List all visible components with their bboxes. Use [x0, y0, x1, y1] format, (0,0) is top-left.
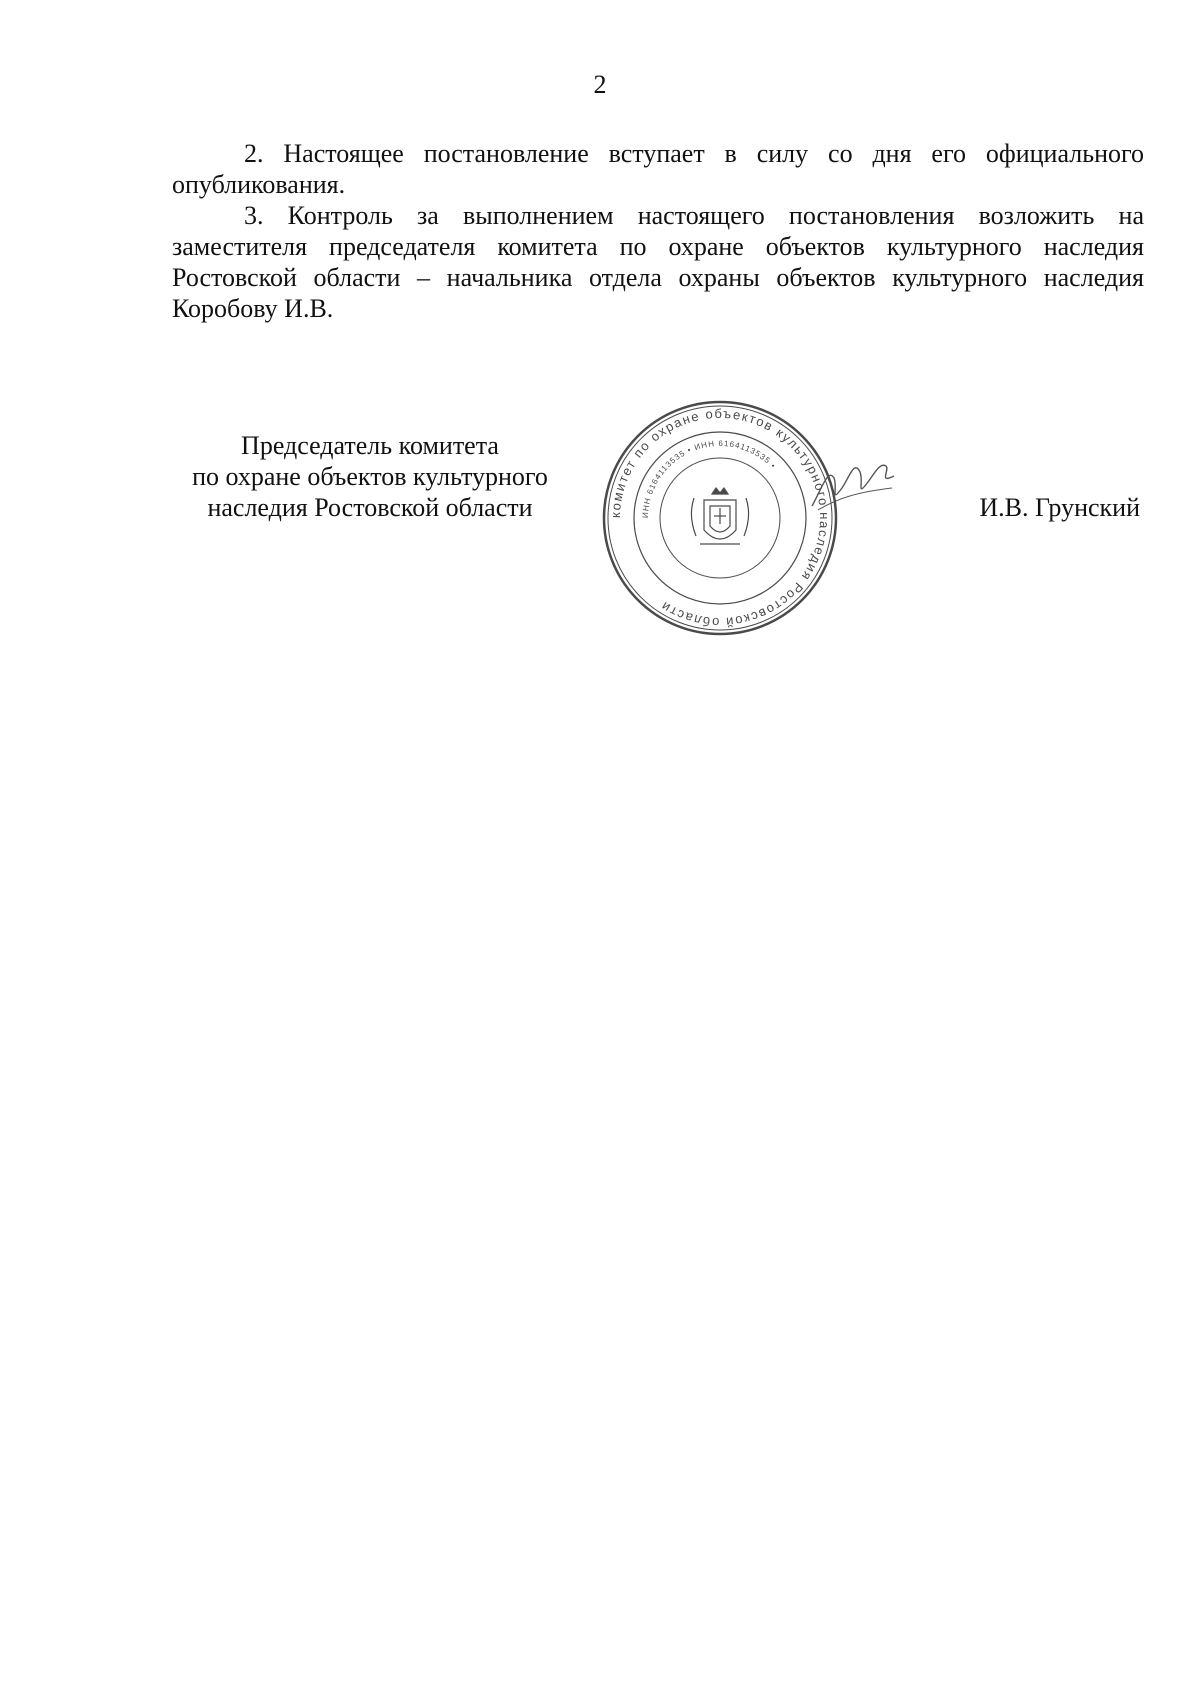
page-number: 2	[593, 70, 607, 99]
signatory-name: И.В. Грунский	[979, 493, 1140, 522]
coat-of-arms-icon	[691, 488, 748, 544]
signatory-title-line-2: по охране объектов культурного	[192, 462, 548, 491]
document-body	[172, 138, 1144, 324]
signatory-title	[160, 430, 580, 523]
stamp-outer-text: комитет по охране объектов культурного наследия Ростовской области	[607, 405, 833, 631]
paragraph-3: 3. Контроль за выполнением настоящего постановления возложить на заместителя председателя комитета по охране объектов культурного наследия Ростовской области – начальника отдела охраны объектов культурного наследия Коробову И.В.	[172, 201, 1144, 323]
paragraph-2: 2. Настоящее постановление вступает в силу со дня его официального опубликования.	[172, 139, 1144, 199]
handwritten-signature	[808, 448, 898, 518]
stamp-inner-text: ИНН 6164113535 • ИНН 6164113535 •	[640, 438, 778, 519]
signatory-title-line-1: Председатель комитета	[241, 431, 499, 460]
official-seal-stamp	[600, 398, 840, 638]
signatory-title-line-3: наследия Ростовской области	[207, 493, 533, 522]
